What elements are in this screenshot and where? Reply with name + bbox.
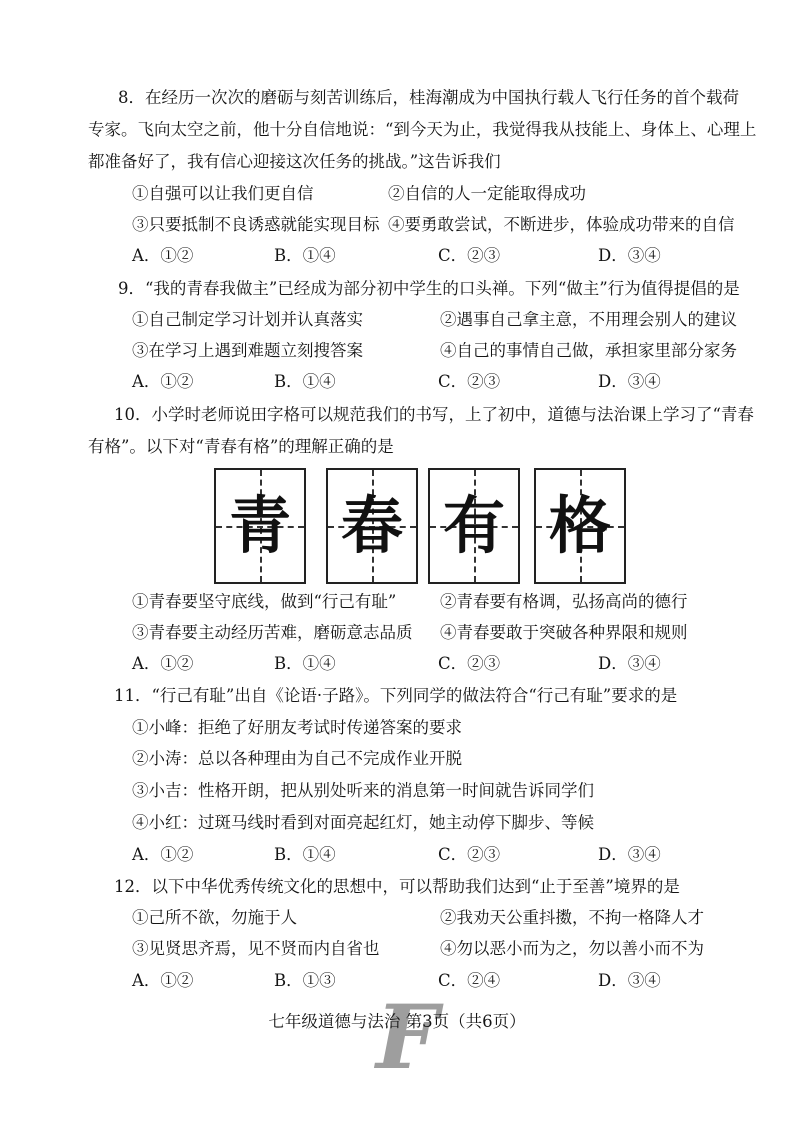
q8-stem-line3: 都准备好了，我有信心迎接这次任务的挑战。”这告诉我们 xyxy=(88,152,501,171)
tianzige-box-4 xyxy=(534,468,626,584)
q10-answer-a: A．①② xyxy=(132,654,194,673)
grid-char-1: 青 xyxy=(228,489,291,562)
grid-char-4: 格 xyxy=(548,489,611,562)
q9-option-2: ②遇事自己拿主意，不用理会别人的建议 xyxy=(440,310,737,329)
q9-answer-a: A．①② xyxy=(132,372,194,391)
q10-answer-d: D．③④ xyxy=(598,654,661,673)
q9-answer-b: B．①④ xyxy=(274,372,336,391)
tianzige-box-3 xyxy=(428,468,520,584)
q10-stem-line1: 10．小学时老师说田字格可以规范我们的书写，上了初中，道德与法治课上学习了“青春 xyxy=(114,405,754,424)
tianzige-grid xyxy=(214,468,610,586)
q8-answer-d: D．③④ xyxy=(598,246,661,265)
tianzige-box-1 xyxy=(214,468,306,584)
q8-option-4: ④要勇敢尝试，不断进步，体验成功带来的自信 xyxy=(388,215,735,234)
q10-stem-line2: 有格”。以下对“青春有格”的理解正确的是 xyxy=(88,437,394,456)
grid-char-3: 有 xyxy=(442,489,505,562)
q12-answer-a: A．①② xyxy=(132,971,194,990)
q8-option-3: ③只要抵制不良诱惑就能实现目标 xyxy=(132,215,380,234)
q10-option-4: ④青春要敢于突破各种界限和规则 xyxy=(440,623,688,642)
q8-option-2: ②自信的人一定能取得成功 xyxy=(388,184,586,203)
q9-option-1: ①自己制定学习计划并认真落实 xyxy=(132,310,363,329)
q8-answer-c: C．②③ xyxy=(438,246,501,265)
q9-stem-line1: 9．“我的青春我做主”已经成为部分初中学生的口头禅。下列“做主”行为值得提倡的是 xyxy=(118,279,740,298)
q11-option-4: ④小红：过斑马线时看到对面亮起红灯，她主动停下脚步、等候 xyxy=(132,813,594,832)
q10-answer-c: C．②③ xyxy=(438,654,501,673)
q12-option-2: ②我劝天公重抖擞，不拘一格降人才 xyxy=(440,908,704,927)
q10-answer-b: B．①④ xyxy=(274,654,336,673)
q12-answer-b: B．①③ xyxy=(274,971,336,990)
q11-answer-b: B．①④ xyxy=(274,845,336,864)
q11-answer-c: C．②③ xyxy=(438,845,501,864)
q9-option-3: ③在学习上遇到难题立刻搜答案 xyxy=(132,341,363,360)
q8-answer-a: A．①② xyxy=(132,246,194,265)
q9-answer-c: C．②③ xyxy=(438,372,501,391)
q11-stem-line1: 11．“行己有耻”出自《论语·子路》。下列同学的做法符合“行己有耻”要求的是 xyxy=(114,686,678,705)
q9-answer-d: D．③④ xyxy=(598,372,661,391)
q8-stem-line1: 8．在经历一次次的磨砺与刻苦训练后，桂海潮成为中国执行载人飞行任务的首个载荷 xyxy=(118,88,739,107)
tianzige-box-2 xyxy=(326,468,418,584)
grid-char-2: 春 xyxy=(340,489,403,562)
q8-stem-line2: 专家。飞向太空之前，他十分自信地说：“到今天为止，我觉得我从技能上、身体上、心理上 xyxy=(88,120,757,139)
q10-option-1: ①青春要坚守底线，做到“行己有耻” xyxy=(132,592,397,611)
q12-option-4: ④勿以恶小而为之，勿以善小而不为 xyxy=(440,939,704,958)
q10-option-2: ②青春要有格调，弘扬高尚的德行 xyxy=(440,592,688,611)
q12-option-3: ③见贤思齐焉，见不贤而内自省也 xyxy=(132,939,380,958)
q11-option-3: ③小吉：性格开朗，把从别处听来的消息第一时间就告诉同学们 xyxy=(132,781,594,800)
q8-answer-b: B．①④ xyxy=(274,246,336,265)
q12-answer-d: D．③④ xyxy=(598,971,661,990)
watermark-letter: F xyxy=(376,985,439,1089)
page-footer: 七年级道德与法治 第3页（共6页） xyxy=(268,1012,526,1031)
q11-option-1: ①小峰：拒绝了好朋友考试时传递答案的要求 xyxy=(132,718,462,737)
q9-option-4: ④自己的事情自己做，承担家里部分家务 xyxy=(440,341,737,360)
q11-option-2: ②小涛：总以各种理由为自己不完成作业开脱 xyxy=(132,749,462,768)
q12-answer-c: C．②④ xyxy=(438,971,501,990)
q11-answer-a: A．①② xyxy=(132,845,194,864)
q12-option-1: ①己所不欲，勿施于人 xyxy=(132,908,297,927)
q12-stem-line1: 12．以下中华优秀传统文化的思想中，可以帮助我们达到“止于至善”境界的是 xyxy=(114,877,680,896)
q11-answer-d: D．③④ xyxy=(598,845,661,864)
q8-option-1: ①自强可以让我们更自信 xyxy=(132,184,314,203)
q10-option-3: ③青春要主动经历苦难，磨砺意志品质 xyxy=(132,623,413,642)
